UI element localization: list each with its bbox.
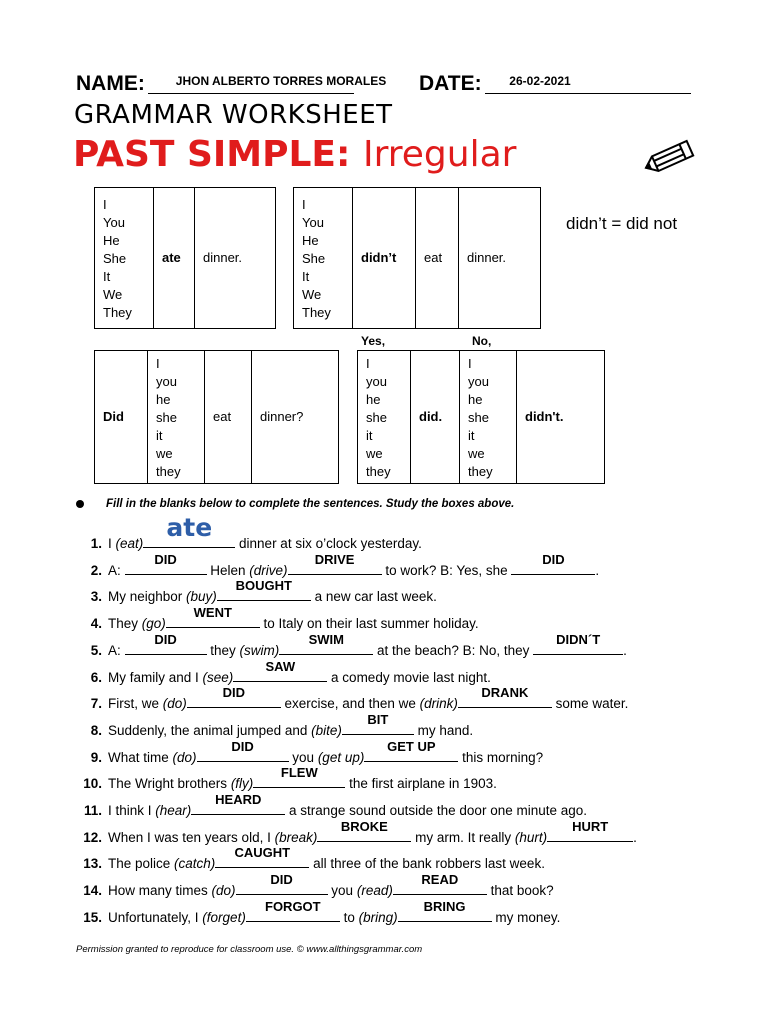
answer-blank[interactable] — [393, 872, 487, 895]
answer-text: SWIM — [308, 631, 344, 647]
answer-blank[interactable] — [342, 711, 414, 735]
verb-hint: (get up) — [317, 749, 365, 765]
question-item — [76, 631, 627, 660]
answer-text: DRIVE — [314, 551, 355, 567]
verb-hint: (forget) — [202, 909, 246, 925]
answer-blank[interactable] — [191, 792, 285, 815]
verb-hint: (do) — [211, 883, 236, 899]
answer-text: BRING — [423, 898, 466, 914]
subtitle-light: Irregular — [362, 134, 517, 175]
sentence-text: a new car last week. — [310, 589, 437, 605]
verb-hint: (eat) — [115, 536, 144, 551]
pronoun: you — [366, 374, 387, 389]
question-item — [76, 738, 544, 767]
verb-cell: ate — [154, 188, 195, 329]
question-number: 14. — [83, 883, 102, 899]
answer-blank[interactable] — [253, 765, 345, 788]
answer-blank[interactable] — [279, 631, 373, 655]
answer-blank[interactable] — [187, 685, 281, 708]
answer-blank[interactable] — [458, 685, 552, 708]
question-number: 5. — [90, 642, 102, 658]
affirmative-box — [94, 187, 276, 329]
question-box — [94, 350, 339, 484]
answer-blank[interactable] — [217, 578, 311, 601]
instructions: Fill in the blanks below to complete the sentences. Study the boxes above. — [106, 498, 515, 510]
pronoun: we — [156, 446, 173, 461]
no-aux-cell: didn't. — [517, 351, 605, 484]
question-item — [76, 513, 422, 553]
yes-label: Yes, — [361, 334, 386, 348]
sentence-text: They — [108, 616, 142, 632]
pronoun: He — [103, 233, 120, 248]
question-item — [76, 711, 474, 740]
verb-cell: eat — [205, 351, 252, 484]
question-number: 6. — [90, 669, 102, 685]
answer-text: BROKE — [340, 818, 388, 834]
object-cell: dinner. — [459, 188, 541, 329]
verb-hint: (drink) — [419, 696, 458, 712]
pronoun: they — [156, 464, 181, 479]
sentence-text: My neighbor — [108, 589, 187, 605]
answer-blank[interactable] — [398, 898, 492, 922]
aux-cell: Did — [95, 351, 148, 484]
question-item — [76, 605, 479, 633]
pronoun: it — [366, 428, 373, 443]
question-item — [76, 658, 491, 687]
question-number: 8. — [90, 722, 102, 738]
answer-text: CAUGHT — [234, 845, 291, 861]
pencil-icon — [636, 138, 700, 178]
verb-hint: (hear) — [155, 803, 192, 818]
pronoun: We — [302, 287, 322, 302]
aux-cell: didn’t — [353, 188, 416, 329]
question-number: 12. — [83, 829, 102, 845]
object-cell: dinner. — [195, 188, 276, 329]
sentence-text: my arm. It really — [411, 829, 515, 845]
answer-blank[interactable] — [166, 605, 260, 628]
question-item — [76, 845, 545, 873]
answer-blank[interactable] — [215, 845, 309, 868]
pronoun-list — [148, 351, 205, 484]
verb-hint: (fly) — [230, 776, 254, 792]
sentence-text: Unfortunately, I — [108, 909, 203, 925]
answer-text: FLEW — [280, 765, 318, 781]
question-item — [76, 872, 554, 900]
name-label: NAME: — [76, 72, 145, 95]
pronoun: I — [366, 356, 370, 371]
sentence-text: all three of the bank robbers last week. — [309, 856, 545, 872]
verb-hint: (catch) — [174, 856, 216, 872]
pronoun: she — [156, 410, 177, 425]
sentence-text: I think I — [108, 803, 156, 818]
answer-text: READ — [421, 872, 459, 888]
verb-hint: (do) — [162, 696, 187, 712]
answer-blank[interactable] — [233, 658, 327, 682]
answer-blank[interactable] — [143, 513, 235, 548]
pronoun: you — [156, 374, 177, 389]
question-number: 7. — [90, 696, 102, 712]
question-item — [76, 765, 497, 793]
pronoun: it — [156, 428, 163, 443]
verb-hint: (bring) — [358, 909, 398, 925]
worksheet-subtitle — [73, 134, 516, 175]
answer-text: SAW — [265, 658, 296, 674]
pronoun: I — [302, 197, 306, 212]
pronoun: it — [468, 428, 475, 443]
question-item — [76, 792, 588, 820]
verb-hint: (drive) — [249, 562, 288, 578]
question-number: 4. — [90, 616, 102, 632]
pronoun: We — [103, 287, 123, 302]
verb-hint: (break) — [274, 829, 318, 845]
worksheet-title: GRAMMAR WORKSHEET — [74, 100, 393, 130]
sentence-text: some water. — [551, 696, 629, 712]
pronoun: he — [468, 392, 483, 407]
verb-hint: (buy) — [186, 589, 217, 605]
pronoun: You — [103, 215, 125, 230]
sentence-text: a strange sound outside the door one minute ago. — [285, 803, 588, 818]
sentence-text: that book? — [486, 883, 554, 899]
pronoun: she — [468, 410, 489, 425]
answer-blank[interactable] — [197, 738, 289, 762]
answer-blank[interactable] — [547, 818, 633, 842]
question-item — [76, 685, 629, 713]
question-item — [76, 578, 437, 606]
pronoun: You — [302, 215, 324, 230]
yes-pronoun-list — [358, 351, 411, 484]
pronoun: She — [302, 251, 326, 266]
answer-blank[interactable] — [125, 631, 207, 655]
verb-hint: (go) — [141, 616, 166, 632]
sentence-text: First, we — [108, 696, 163, 712]
sentence-text: exercise, and then we — [280, 696, 420, 712]
sentence-text: my hand. — [413, 722, 474, 738]
pronoun: She — [103, 251, 127, 266]
question-number: 15. — [83, 909, 102, 925]
answer-text: WENT — [193, 605, 232, 621]
answer-text: FORGOT — [265, 898, 321, 914]
sentence-text: The Wright brothers — [108, 776, 231, 792]
answer-text: DID — [270, 872, 293, 888]
pronoun: I — [468, 356, 472, 371]
object-cell: dinner? — [252, 351, 339, 484]
question-number: 9. — [90, 749, 102, 765]
sentence-text: you — [288, 749, 318, 765]
sentence-text: the first airplane in 1903. — [345, 776, 497, 792]
question-number: 13. — [83, 856, 102, 872]
negative-box — [293, 187, 541, 329]
sentence-text: you — [327, 883, 357, 899]
pronoun-list — [95, 188, 154, 329]
pronoun-list — [294, 188, 353, 329]
name-field[interactable] — [148, 93, 354, 94]
pronoun: They — [103, 305, 132, 320]
pronoun: It — [103, 269, 111, 284]
verb-hint: (see) — [202, 669, 234, 685]
verb-hint: (swim) — [239, 642, 280, 658]
date-label: DATE: — [419, 72, 482, 95]
bullet-icon — [76, 500, 84, 508]
sentence-text: Suddenly, the animal jumped and — [108, 722, 312, 738]
pronoun: they — [468, 464, 493, 479]
answer-text: HEARD — [215, 792, 262, 807]
date-value: 26-02-2021 — [509, 74, 571, 88]
verb-hint: (read) — [356, 883, 393, 899]
short-answer-box — [357, 350, 605, 484]
sentence-text: A: — [108, 562, 125, 578]
answer-text: DID — [154, 631, 177, 647]
question-number: 3. — [90, 589, 102, 605]
sentence-text: How many times — [108, 883, 212, 899]
answer-blank[interactable] — [236, 872, 328, 895]
answer-blank[interactable] — [511, 551, 595, 575]
answer-text: GET UP — [387, 738, 436, 754]
no-label: No, — [472, 334, 492, 348]
answer-text: DRANK — [481, 685, 529, 701]
verb-cell: eat — [416, 188, 459, 329]
sentence-text: I — [108, 536, 116, 551]
answer-text: DID — [222, 685, 245, 701]
answer-text: BIT — [367, 711, 389, 727]
answer-blank[interactable] — [125, 551, 207, 575]
subtitle-bold: PAST SIMPLE: — [73, 134, 351, 175]
pronoun: you — [468, 374, 489, 389]
sentence-text: The police — [108, 856, 175, 872]
pronoun: He — [302, 233, 319, 248]
sentence-text: to Italy on their last summer holiday. — [259, 616, 479, 632]
answer-text: DID — [542, 551, 565, 567]
question-item — [76, 551, 600, 580]
sentence-text: . — [633, 829, 637, 845]
yes-aux-cell: did. — [411, 351, 460, 484]
verb-hint: (hurt) — [514, 829, 548, 845]
answer-text: DIDN´T — [556, 631, 601, 647]
pronoun: he — [366, 392, 381, 407]
sentence-text: to — [339, 909, 359, 925]
pronoun: he — [156, 392, 171, 407]
sentence-text: Helen — [206, 562, 250, 578]
pronoun: I — [156, 356, 160, 371]
pronoun: we — [468, 446, 485, 461]
name-value: JHON ALBERTO TORRES MORALES — [175, 74, 387, 88]
sentence-text: they — [206, 642, 240, 658]
verb-hint: (do) — [172, 749, 197, 765]
sentence-text: at the beach? B: No, they — [373, 642, 534, 658]
question-item — [76, 818, 637, 847]
sentence-text: A: — [108, 642, 125, 658]
answer-blank[interactable] — [364, 738, 458, 762]
answer-blank[interactable] — [533, 631, 623, 655]
answer-text: HURT — [572, 818, 609, 834]
answer-text: DID — [154, 551, 177, 567]
sentence-text: What time — [108, 749, 173, 765]
question-item — [76, 898, 561, 927]
didnt-note: didn’t = did not — [566, 214, 678, 233]
answer-blank[interactable] — [317, 818, 411, 842]
sentence-text: a comedy movie last night. — [327, 669, 491, 685]
answer-blank[interactable] — [246, 898, 340, 922]
pronoun: we — [366, 446, 383, 461]
sentence-text: When I was ten years old, I — [108, 829, 275, 845]
question-number: 11. — [83, 803, 102, 818]
sentence-text: dinner at six o’clock yesterday. — [235, 536, 422, 551]
footer-note: Permission granted to reproduce for classroom use. © www.allthingsgrammar.com — [76, 944, 423, 955]
pronoun: It — [302, 269, 310, 284]
no-pronoun-list — [460, 351, 517, 484]
pronoun: I — [103, 197, 107, 212]
pronoun: they — [366, 464, 391, 479]
answer-blank[interactable] — [288, 551, 382, 575]
pronoun: They — [302, 305, 331, 320]
date-field[interactable] — [485, 93, 691, 94]
question-number: 2. — [90, 562, 102, 578]
verb-hint: (bite) — [311, 722, 342, 738]
sentence-text: my money. — [491, 909, 561, 925]
question-number: 10. — [83, 776, 102, 792]
answer-text: BOUGHT — [235, 578, 292, 594]
answer-text: ate — [166, 513, 213, 542]
sentence-text: . — [623, 642, 627, 658]
pronoun: she — [366, 410, 387, 425]
sentence-text: . — [595, 562, 600, 578]
sentence-text: this morning? — [458, 749, 544, 765]
question-number: 1. — [90, 536, 102, 551]
sentence-text: My family and I — [108, 669, 203, 685]
answer-text: DID — [231, 738, 254, 754]
sentence-text: to work? B: Yes, she — [381, 562, 512, 578]
